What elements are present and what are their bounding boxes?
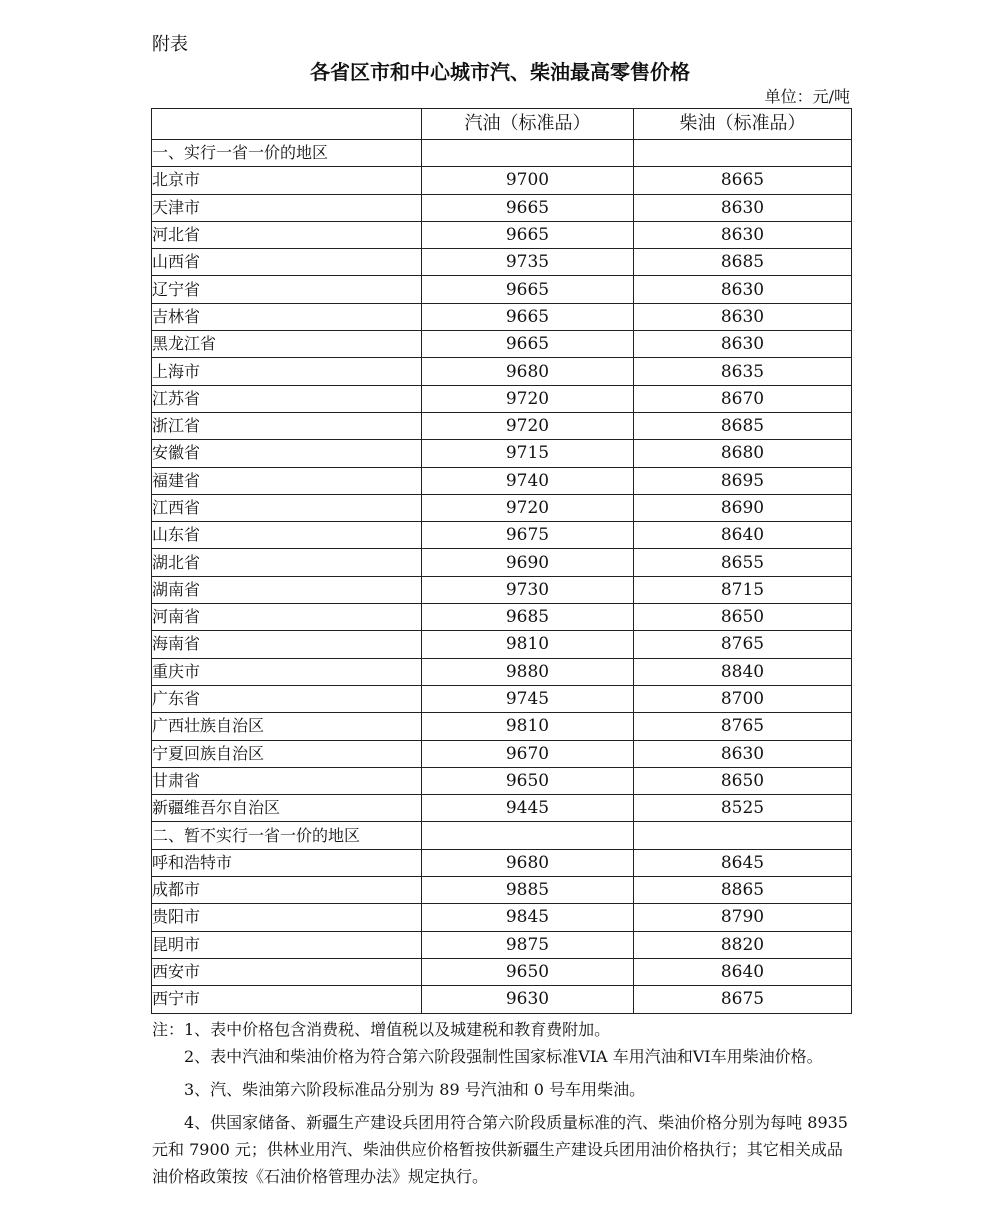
empty-cell [634, 822, 852, 849]
gasoline-price-cell: 9875 [422, 931, 634, 958]
empty-cell [422, 822, 634, 849]
diesel-price-cell: 8765 [634, 631, 852, 658]
table-row [152, 931, 852, 958]
table-row [152, 849, 852, 876]
region-cell: 西宁市 [152, 986, 422, 1013]
region-cell: 昆明市 [152, 931, 422, 958]
unit-label: 单位：元/吨 [764, 87, 850, 106]
table-body [152, 140, 852, 1014]
gasoline-price-cell: 9665 [422, 221, 634, 248]
gasoline-price-cell: 9690 [422, 549, 634, 576]
diesel-price-cell: 8630 [634, 221, 852, 248]
gasoline-price-cell: 9685 [422, 604, 634, 631]
table-row [152, 522, 852, 549]
region-cell: 吉林省 [152, 303, 422, 330]
region-cell: 江西省 [152, 494, 422, 521]
diesel-price-cell: 8650 [634, 604, 852, 631]
diesel-price-cell: 8685 [634, 412, 852, 439]
table-row [152, 412, 852, 439]
region-cell: 甘肃省 [152, 767, 422, 794]
note-3: 3、汽、柴油第六阶段标准品分别为 89 号汽油和 0 号车用柴油。 [184, 1080, 646, 1099]
region-cell: 贵阳市 [152, 904, 422, 931]
table-row [152, 877, 852, 904]
region-cell: 上海市 [152, 358, 422, 385]
diesel-price-cell: 8645 [634, 849, 852, 876]
table-row [152, 658, 852, 685]
gasoline-price-cell: 9665 [422, 276, 634, 303]
gasoline-price-cell: 9680 [422, 358, 634, 385]
region-cell: 西安市 [152, 958, 422, 985]
region-cell: 成都市 [152, 877, 422, 904]
table-row [152, 331, 852, 358]
diesel-price-cell: 8650 [634, 767, 852, 794]
diesel-price-cell: 8640 [634, 958, 852, 985]
table-header-row [152, 109, 852, 140]
diesel-price-cell: 8630 [634, 740, 852, 767]
empty-cell [634, 140, 852, 167]
region-cell: 天津市 [152, 194, 422, 221]
diesel-price-cell: 8655 [634, 549, 852, 576]
diesel-price-cell: 8630 [634, 303, 852, 330]
diesel-price-cell: 8525 [634, 795, 852, 822]
gasoline-price-cell: 9720 [422, 494, 634, 521]
note-2: 2、表中汽油和柴油价格为符合第六阶段强制性国家标准VIA 车用汽油和VI车用柴油价格。 [184, 1047, 823, 1066]
table-row [152, 303, 852, 330]
region-cell: 湖南省 [152, 576, 422, 603]
diesel-price-cell: 8840 [634, 658, 852, 685]
diesel-price-cell: 8820 [634, 931, 852, 958]
region-cell: 山西省 [152, 249, 422, 276]
diesel-price-cell: 8665 [634, 167, 852, 194]
diesel-price-cell: 8670 [634, 385, 852, 412]
gasoline-price-cell: 9845 [422, 904, 634, 931]
diesel-price-cell: 8865 [634, 877, 852, 904]
region-cell: 福建省 [152, 467, 422, 494]
header-diesel: 柴油（标准品） [634, 109, 852, 140]
page-title: 各省区市和中心城市汽、柴油最高零售价格 [310, 60, 690, 84]
gasoline-price-cell: 9700 [422, 167, 634, 194]
gasoline-price-cell: 9675 [422, 522, 634, 549]
table-row [152, 958, 852, 985]
region-cell: 河北省 [152, 221, 422, 248]
diesel-price-cell: 8630 [634, 276, 852, 303]
table-row [152, 494, 852, 521]
table-row [152, 713, 852, 740]
diesel-price-cell: 8790 [634, 904, 852, 931]
table-row [152, 358, 852, 385]
gasoline-price-cell: 9715 [422, 440, 634, 467]
gasoline-price-cell: 9735 [422, 249, 634, 276]
region-cell: 黑龙江省 [152, 331, 422, 358]
gasoline-price-cell: 9810 [422, 631, 634, 658]
table-row [152, 385, 852, 412]
attachment-label: 附表 [152, 34, 188, 55]
region-cell: 海南省 [152, 631, 422, 658]
gasoline-price-cell: 9720 [422, 385, 634, 412]
table-row [152, 167, 852, 194]
table-row [152, 685, 852, 712]
region-cell: 河南省 [152, 604, 422, 631]
table-row [152, 194, 852, 221]
region-cell: 湖北省 [152, 549, 422, 576]
table-row [152, 549, 852, 576]
table-row [152, 986, 852, 1013]
gasoline-price-cell: 9665 [422, 303, 634, 330]
region-cell: 北京市 [152, 167, 422, 194]
table-row [152, 440, 852, 467]
header-region [152, 109, 422, 140]
table-row [152, 795, 852, 822]
region-cell: 重庆市 [152, 658, 422, 685]
gasoline-price-cell: 9740 [422, 467, 634, 494]
price-table [151, 108, 852, 1014]
note-4: 4、供国家储备、新疆生产建设兵团用符合第六阶段质量标准的汽、柴油价格分别为每吨 8935 元和 7900 元；供林业用汽、柴油供应价格暂按供新疆生产建设兵团用油价格执行；其它相关成品油价格政策按《石油价格管理办法》规定执行。 [152, 1113, 848, 1186]
table-row [152, 631, 852, 658]
gasoline-price-cell: 9745 [422, 685, 634, 712]
diesel-price-cell: 8715 [634, 576, 852, 603]
section-label: 二、暂不实行一省一价的地区 [152, 822, 422, 849]
diesel-price-cell: 8685 [634, 249, 852, 276]
gasoline-price-cell: 9810 [422, 713, 634, 740]
notes [152, 1016, 852, 1190]
diesel-price-cell: 8690 [634, 494, 852, 521]
gasoline-price-cell: 9630 [422, 986, 634, 1013]
table-row [152, 604, 852, 631]
diesel-price-cell: 8675 [634, 986, 852, 1013]
gasoline-price-cell: 9650 [422, 958, 634, 985]
diesel-price-cell: 8630 [634, 331, 852, 358]
region-cell: 宁夏回族自治区 [152, 740, 422, 767]
region-cell: 浙江省 [152, 412, 422, 439]
table-row [152, 221, 852, 248]
diesel-price-cell: 8640 [634, 522, 852, 549]
gasoline-price-cell: 9880 [422, 658, 634, 685]
region-cell: 广西壮族自治区 [152, 713, 422, 740]
gasoline-price-cell: 9665 [422, 194, 634, 221]
gasoline-price-cell: 9885 [422, 877, 634, 904]
region-cell: 广东省 [152, 685, 422, 712]
region-cell: 呼和浩特市 [152, 849, 422, 876]
diesel-price-cell: 8635 [634, 358, 852, 385]
diesel-price-cell: 8680 [634, 440, 852, 467]
section-label: 一、实行一省一价的地区 [152, 140, 422, 167]
diesel-price-cell: 8700 [634, 685, 852, 712]
region-cell: 安徽省 [152, 440, 422, 467]
empty-cell [422, 140, 634, 167]
table-row [152, 576, 852, 603]
table-row [152, 740, 852, 767]
table-row [152, 276, 852, 303]
region-cell: 新疆维吾尔自治区 [152, 795, 422, 822]
region-cell: 山东省 [152, 522, 422, 549]
gasoline-price-cell: 9730 [422, 576, 634, 603]
gasoline-price-cell: 9665 [422, 331, 634, 358]
table-row [152, 767, 852, 794]
gasoline-price-cell: 9680 [422, 849, 634, 876]
diesel-price-cell: 8630 [634, 194, 852, 221]
table-row [152, 467, 852, 494]
gasoline-price-cell: 9670 [422, 740, 634, 767]
region-cell: 江苏省 [152, 385, 422, 412]
section-row [152, 822, 852, 849]
region-cell: 辽宁省 [152, 276, 422, 303]
gasoline-price-cell: 9720 [422, 412, 634, 439]
table-row [152, 249, 852, 276]
diesel-price-cell: 8765 [634, 713, 852, 740]
gasoline-price-cell: 9650 [422, 767, 634, 794]
diesel-price-cell: 8695 [634, 467, 852, 494]
gasoline-price-cell: 9445 [422, 795, 634, 822]
note-1: 注：1、表中价格包含消费税、增值税以及城建税和教育费附加。 [152, 1020, 611, 1039]
section-row [152, 140, 852, 167]
header-gasoline: 汽油（标准品） [422, 109, 634, 140]
table-row [152, 904, 852, 931]
